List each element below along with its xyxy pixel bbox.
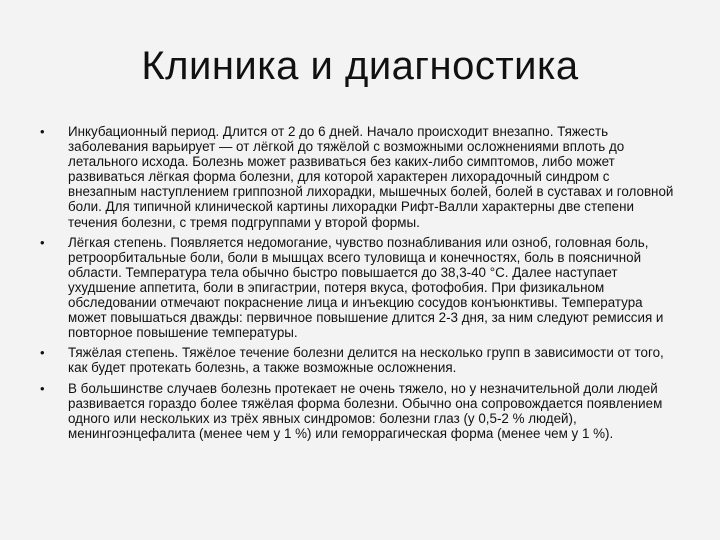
bullet-item-mild-degree bbox=[40, 235, 680, 341]
bullet-text: Инкубационный период. Длится от 2 до 6 дней. Начало происходит внезапно. Тяжесть заболевания варьирует — от лёгкой до тяжёлой с возможными осложнениями вплоть до летального исхода. Болезнь может развиваться без каких-либо симптомов, либо может развиваться лёгкая форма болезни, для которой характерен лихорадочный синдром с внезапным наступлением гриппозной лихорадки, мышечных болей, болей в суставах и головной боли. Для типичной клинической картины лихорадки Рифт-Валли характерны две степени течения болезни, с тремя подгруппами у второй формы. bbox=[68, 124, 674, 230]
bullet-item-severe-degree bbox=[40, 345, 680, 375]
bullet-text: В большинстве случаев болезнь протекает не очень тяжело, но у незначительной доли людей развивается гораздо более тяжёлая форма болезни. Обычно она сопровождается появлением одного или нескольких из трёх явных синдромов: болезни глаз (у 0,5-2 % людей), менингоэнцефалита (менее чем у 1 %) или геморрагическая форма (менее чем у 1 %). bbox=[68, 380, 663, 441]
bullet-text: Тяжёлая степень. Тяжёлое течение болезни делится на несколько групп в зависимости от того, как будет протекать болезнь, а также возможные осложнения. bbox=[68, 345, 664, 376]
bullet-item-majority-cases bbox=[40, 381, 680, 441]
bullet-dot-icon: • bbox=[40, 124, 45, 139]
bullet-dot-icon: • bbox=[40, 345, 45, 361]
bullet-item-incubation bbox=[40, 124, 680, 230]
bullet-text: Лёгкая степень. Появляется недомогание, чувство познабливания или озноб, головная боль, ретроорбитальные боли, боли в мышцах всего туловища и конечностях, боль в поясничной области. Температура тела обычно быстро повышается до 38,3-40 °C. Далее наступает ухудшение аппетита, боли в эпигастрии, потеря вкуса, фотофобия. При физикальном обследовании отмечают покраснение лица и инъекцию сосудов конъюнктивы. Температура может повышаться дважды: первичное повышение длится 2-3 дня, за ним следуют ремиссия и повторное повышение температуры. bbox=[68, 234, 664, 341]
bullet-dot-icon: • bbox=[40, 380, 45, 396]
bullet-dot-icon: • bbox=[40, 234, 45, 250]
bullet-list bbox=[40, 124, 680, 446]
slide-title: Клиника и диагностика bbox=[141, 44, 579, 88]
